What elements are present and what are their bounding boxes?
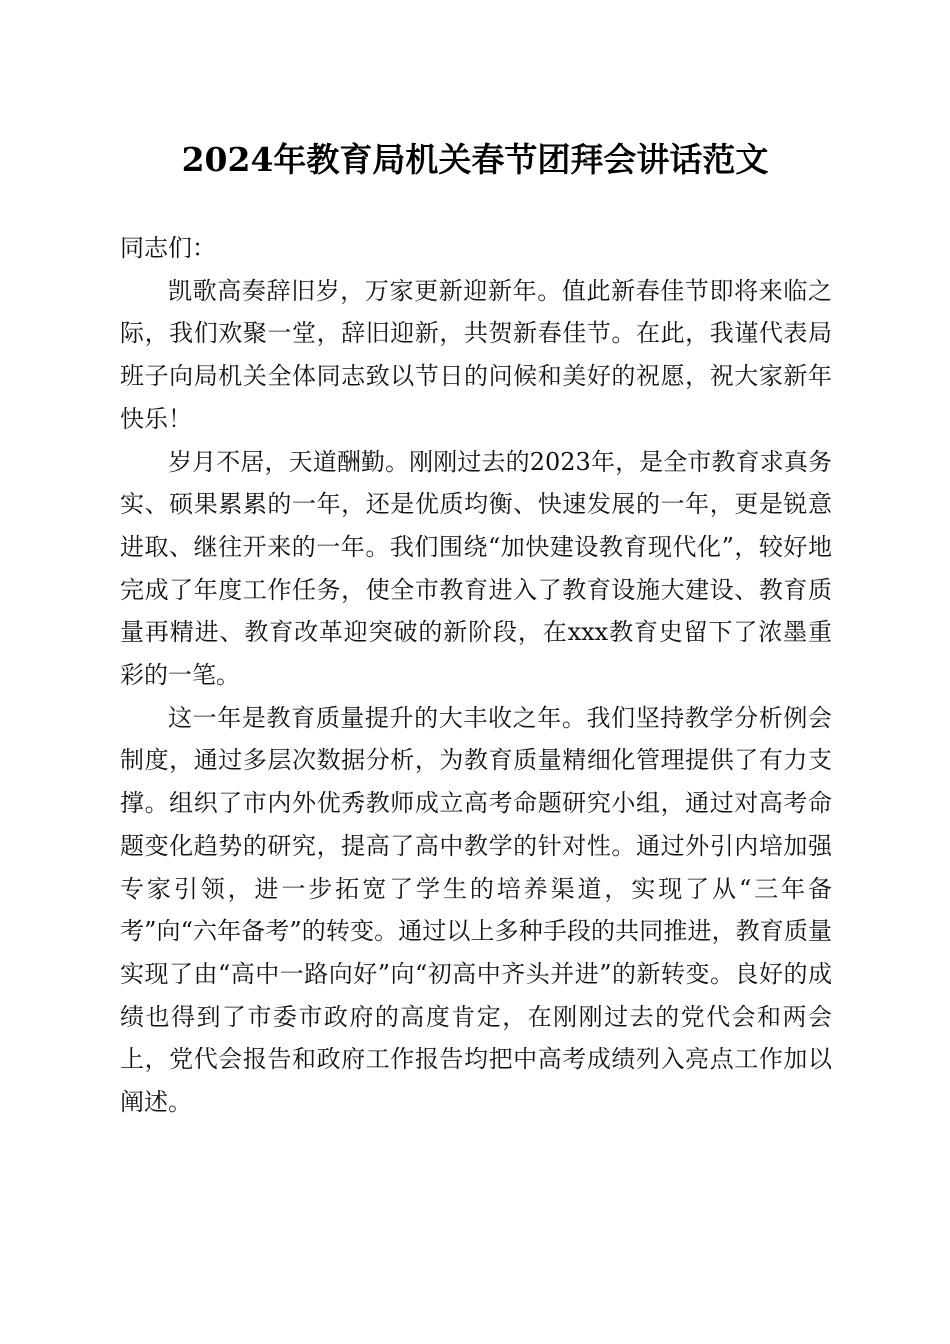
- document-title: 2024年教育局机关春节团拜会讲话范文: [181, 140, 769, 179]
- salutation: 同志们：: [120, 234, 216, 262]
- document-body: [120, 227, 832, 1124]
- paragraph-quality: 这一年是教育质量提升的大丰收之年。我们坚持教学分析例会制度，通过多层次数据分析，为教育质量精细化管理提供了有力支撑。组织了市内外优秀教师成立高考命题研究小组，通过对高考命题变化趋势的研究，提高了高中教学的针对性。通过外引内培加强专家引领，进一步拓宽了学生的培养渠道，实现了从“三年备考”向“六年备考”的转变。通过以上多种手段的共同推进，教育质量实现了由“高中一路向好”向“初高中齐头并进”的新转变。良好的成绩也得到了市委市政府的高度肯定，在刚刚过去的党代会和两会上，党代会报告和政府工作报告均把中高考成绩列入亮点工作加以阐述。: [120, 703, 832, 1117]
- paragraph-review: 岁月不居，天道酬勤。刚刚过去的2023年，是全市教育求真务实、硕果累累的一年，还是优质均衡、快速发展的一年，更是锐意进取、继往开来的一年。我们围绕“加快建设教育现代化”，较好地完成了年度工作任务，使全市教育进入了教育设施大建设、教育质量再精进、教育改革迎突破的新阶段，在xxx教育史留下了浓墨重彩的一笔。: [120, 447, 832, 690]
- paragraph-greeting: 凯歌高奏辞旧岁，万家更新迎新年。值此新春佳节即将来临之际，我们欢聚一堂，辞旧迎新，共贺新春佳节。在此，我谨代表局班子向局机关全体同志致以节日的问候和美好的祝愿，祝大家新年快乐！: [120, 276, 832, 433]
